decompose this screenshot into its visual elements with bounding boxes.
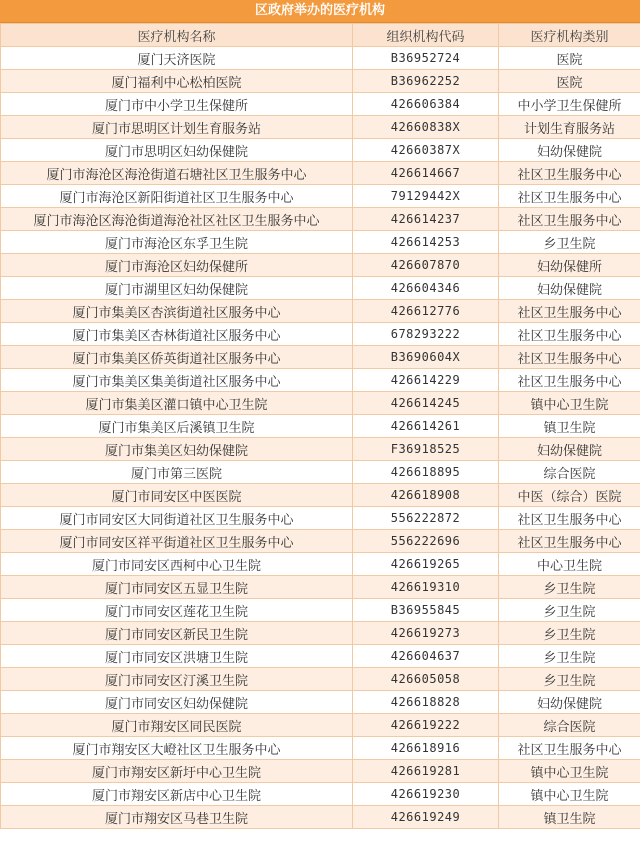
cell-institution-name: 厦门市翔安区大嶝社区卫生服务中心 (1, 737, 353, 760)
table-row (1, 737, 640, 760)
table-row (1, 806, 640, 829)
cell-organization-code: 426618828 (353, 691, 499, 714)
cell-institution-category: 社区卫生服务中心 (499, 323, 640, 346)
table-row (1, 415, 640, 438)
cell-institution-category: 社区卫生服务中心 (499, 530, 640, 553)
cell-institution-name: 厦门市集美区杏林街道社区服务中心 (1, 323, 353, 346)
cell-institution-name: 厦门市中小学卫生保健所 (1, 93, 353, 116)
cell-organization-code: 426604637 (353, 645, 499, 668)
table-row (1, 231, 640, 254)
cell-institution-category: 乡卫生院 (499, 599, 640, 622)
cell-institution-name: 厦门市同安区五显卫生院 (1, 576, 353, 599)
table-row (1, 691, 640, 714)
cell-institution-name: 厦门市同安区洪塘卫生院 (1, 645, 353, 668)
table-row (1, 93, 640, 116)
table-row (1, 369, 640, 392)
cell-institution-category: 医院 (499, 70, 640, 93)
cell-institution-category: 乡卫生院 (499, 576, 640, 599)
table-row (1, 622, 640, 645)
cell-organization-code: 556222872 (353, 507, 499, 530)
cell-institution-name: 厦门市同安区新民卫生院 (1, 622, 353, 645)
cell-organization-code: F36918525 (353, 438, 499, 461)
cell-institution-category: 中医（综合）医院 (499, 484, 640, 507)
cell-organization-code: B36952724 (353, 47, 499, 70)
table-row (1, 714, 640, 737)
table-row (1, 392, 640, 415)
cell-institution-name: 厦门市集美区杏滨街道社区服务中心 (1, 300, 353, 323)
cell-institution-name: 厦门市集美区灌口镇中心卫生院 (1, 392, 353, 415)
cell-organization-code: 426618908 (353, 484, 499, 507)
table-row (1, 461, 640, 484)
institutions-table (0, 23, 640, 829)
column-header-name: 医疗机构名称 (1, 24, 353, 47)
cell-institution-name: 厦门市海沧区海沧街道石塘社区卫生服务中心 (1, 162, 353, 185)
table-row (1, 47, 640, 70)
cell-institution-category: 计划生育服务站 (499, 116, 640, 139)
cell-institution-category: 社区卫生服务中心 (499, 162, 640, 185)
table-row (1, 208, 640, 231)
cell-institution-category: 医院 (499, 47, 640, 70)
cell-institution-category: 镇中心卫生院 (499, 392, 640, 415)
cell-organization-code: 426619249 (353, 806, 499, 829)
cell-institution-category: 社区卫生服务中心 (499, 185, 640, 208)
cell-institution-name: 厦门市集美区妇幼保健院 (1, 438, 353, 461)
table-row (1, 645, 640, 668)
cell-institution-name: 厦门市同安区妇幼保健院 (1, 691, 353, 714)
cell-institution-name: 厦门市集美区后溪镇卫生院 (1, 415, 353, 438)
cell-institution-name: 厦门市集美区侨英街道社区服务中心 (1, 346, 353, 369)
cell-institution-category: 社区卫生服务中心 (499, 507, 640, 530)
cell-organization-code: 426619230 (353, 783, 499, 806)
cell-organization-code: 426607870 (353, 254, 499, 277)
cell-institution-category: 乡卫生院 (499, 231, 640, 254)
cell-institution-category: 妇幼保健院 (499, 139, 640, 162)
cell-organization-code: 426618916 (353, 737, 499, 760)
cell-institution-category: 社区卫生服务中心 (499, 300, 640, 323)
table-row (1, 507, 640, 530)
cell-organization-code: 426606384 (353, 93, 499, 116)
cell-organization-code: 426619273 (353, 622, 499, 645)
cell-institution-category: 妇幼保健所 (499, 254, 640, 277)
table-row (1, 139, 640, 162)
cell-institution-name: 厦门市同安区大同街道社区卫生服务中心 (1, 507, 353, 530)
table-row (1, 323, 640, 346)
column-header-category: 医疗机构类别 (499, 24, 640, 47)
cell-organization-code: 426619265 (353, 553, 499, 576)
cell-organization-code: 426612776 (353, 300, 499, 323)
cell-organization-code: 426614237 (353, 208, 499, 231)
cell-institution-category: 镇卫生院 (499, 806, 640, 829)
table-title: 区政府举办的医疗机构 (0, 0, 640, 23)
table-row (1, 438, 640, 461)
cell-institution-name: 厦门市翔安区马巷卫生院 (1, 806, 353, 829)
header-row (1, 24, 640, 47)
table-row (1, 530, 640, 553)
cell-institution-name: 厦门市同安区中医医院 (1, 484, 353, 507)
cell-institution-name: 厦门福利中心松柏医院 (1, 70, 353, 93)
cell-institution-name: 厦门市翔安区新圩中心卫生院 (1, 760, 353, 783)
cell-organization-code: 426614253 (353, 231, 499, 254)
cell-institution-category: 中小学卫生保健所 (499, 93, 640, 116)
cell-institution-category: 社区卫生服务中心 (499, 737, 640, 760)
cell-institution-category: 乡卫生院 (499, 668, 640, 691)
table-body (1, 47, 640, 829)
cell-organization-code: 426619222 (353, 714, 499, 737)
table-row (1, 783, 640, 806)
cell-institution-name: 厦门天济医院 (1, 47, 353, 70)
table-row (1, 185, 640, 208)
cell-institution-category: 乡卫生院 (499, 645, 640, 668)
table-row (1, 300, 640, 323)
cell-institution-category: 妇幼保健院 (499, 277, 640, 300)
cell-organization-code: 426604346 (353, 277, 499, 300)
table-row (1, 162, 640, 185)
cell-organization-code: B36955845 (353, 599, 499, 622)
cell-institution-name: 厦门市翔安区同民医院 (1, 714, 353, 737)
cell-organization-code: 426619310 (353, 576, 499, 599)
cell-institution-name: 厦门市海沧区新阳街道社区卫生服务中心 (1, 185, 353, 208)
cell-institution-name: 厦门市同安区西柯中心卫生院 (1, 553, 353, 576)
cell-institution-category: 乡卫生院 (499, 622, 640, 645)
cell-institution-category: 妇幼保健院 (499, 438, 640, 461)
cell-institution-category: 镇中心卫生院 (499, 760, 640, 783)
cell-organization-code: 426619281 (353, 760, 499, 783)
cell-organization-code: 426614229 (353, 369, 499, 392)
cell-organization-code: 426614261 (353, 415, 499, 438)
cell-institution-category: 镇中心卫生院 (499, 783, 640, 806)
cell-institution-category: 综合医院 (499, 461, 640, 484)
cell-institution-name: 厦门市思明区妇幼保健院 (1, 139, 353, 162)
cell-institution-name: 厦门市海沧区妇幼保健所 (1, 254, 353, 277)
table-row (1, 576, 640, 599)
table-row (1, 70, 640, 93)
table-row (1, 346, 640, 369)
cell-organization-code: B36962252 (353, 70, 499, 93)
cell-institution-name: 厦门市湖里区妇幼保健院 (1, 277, 353, 300)
cell-organization-code: 426605058 (353, 668, 499, 691)
cell-institution-name: 厦门市同安区汀溪卫生院 (1, 668, 353, 691)
cell-organization-code: B3690604X (353, 346, 499, 369)
cell-institution-name: 厦门市海沧区东孚卫生院 (1, 231, 353, 254)
cell-institution-category: 社区卫生服务中心 (499, 369, 640, 392)
cell-institution-name: 厦门市集美区集美街道社区服务中心 (1, 369, 353, 392)
cell-institution-name: 厦门市同安区莲花卫生院 (1, 599, 353, 622)
cell-institution-name: 厦门市第三医院 (1, 461, 353, 484)
cell-organization-code: 678293222 (353, 323, 499, 346)
table-row (1, 668, 640, 691)
cell-organization-code: 79129442X (353, 185, 499, 208)
cell-organization-code: 42660838X (353, 116, 499, 139)
cell-organization-code: 426618895 (353, 461, 499, 484)
cell-institution-category: 社区卫生服务中心 (499, 208, 640, 231)
cell-institution-name: 厦门市同安区祥平街道社区卫生服务中心 (1, 530, 353, 553)
table-row (1, 553, 640, 576)
cell-institution-category: 妇幼保健院 (499, 691, 640, 714)
cell-institution-name: 厦门市翔安区新店中心卫生院 (1, 783, 353, 806)
table-row (1, 599, 640, 622)
cell-organization-code: 426614667 (353, 162, 499, 185)
cell-organization-code: 426614245 (353, 392, 499, 415)
table-row (1, 254, 640, 277)
table-row (1, 277, 640, 300)
table-row (1, 760, 640, 783)
cell-institution-category: 综合医院 (499, 714, 640, 737)
cell-institution-category: 社区卫生服务中心 (499, 346, 640, 369)
cell-institution-name: 厦门市海沧区海沧街道海沧社区社区卫生服务中心 (1, 208, 353, 231)
cell-institution-name: 厦门市思明区计划生育服务站 (1, 116, 353, 139)
column-header-code: 组织机构代码 (353, 24, 499, 47)
cell-organization-code: 556222696 (353, 530, 499, 553)
cell-institution-category: 中心卫生院 (499, 553, 640, 576)
cell-institution-category: 镇卫生院 (499, 415, 640, 438)
table-row (1, 116, 640, 139)
table-row (1, 484, 640, 507)
cell-organization-code: 42660387X (353, 139, 499, 162)
